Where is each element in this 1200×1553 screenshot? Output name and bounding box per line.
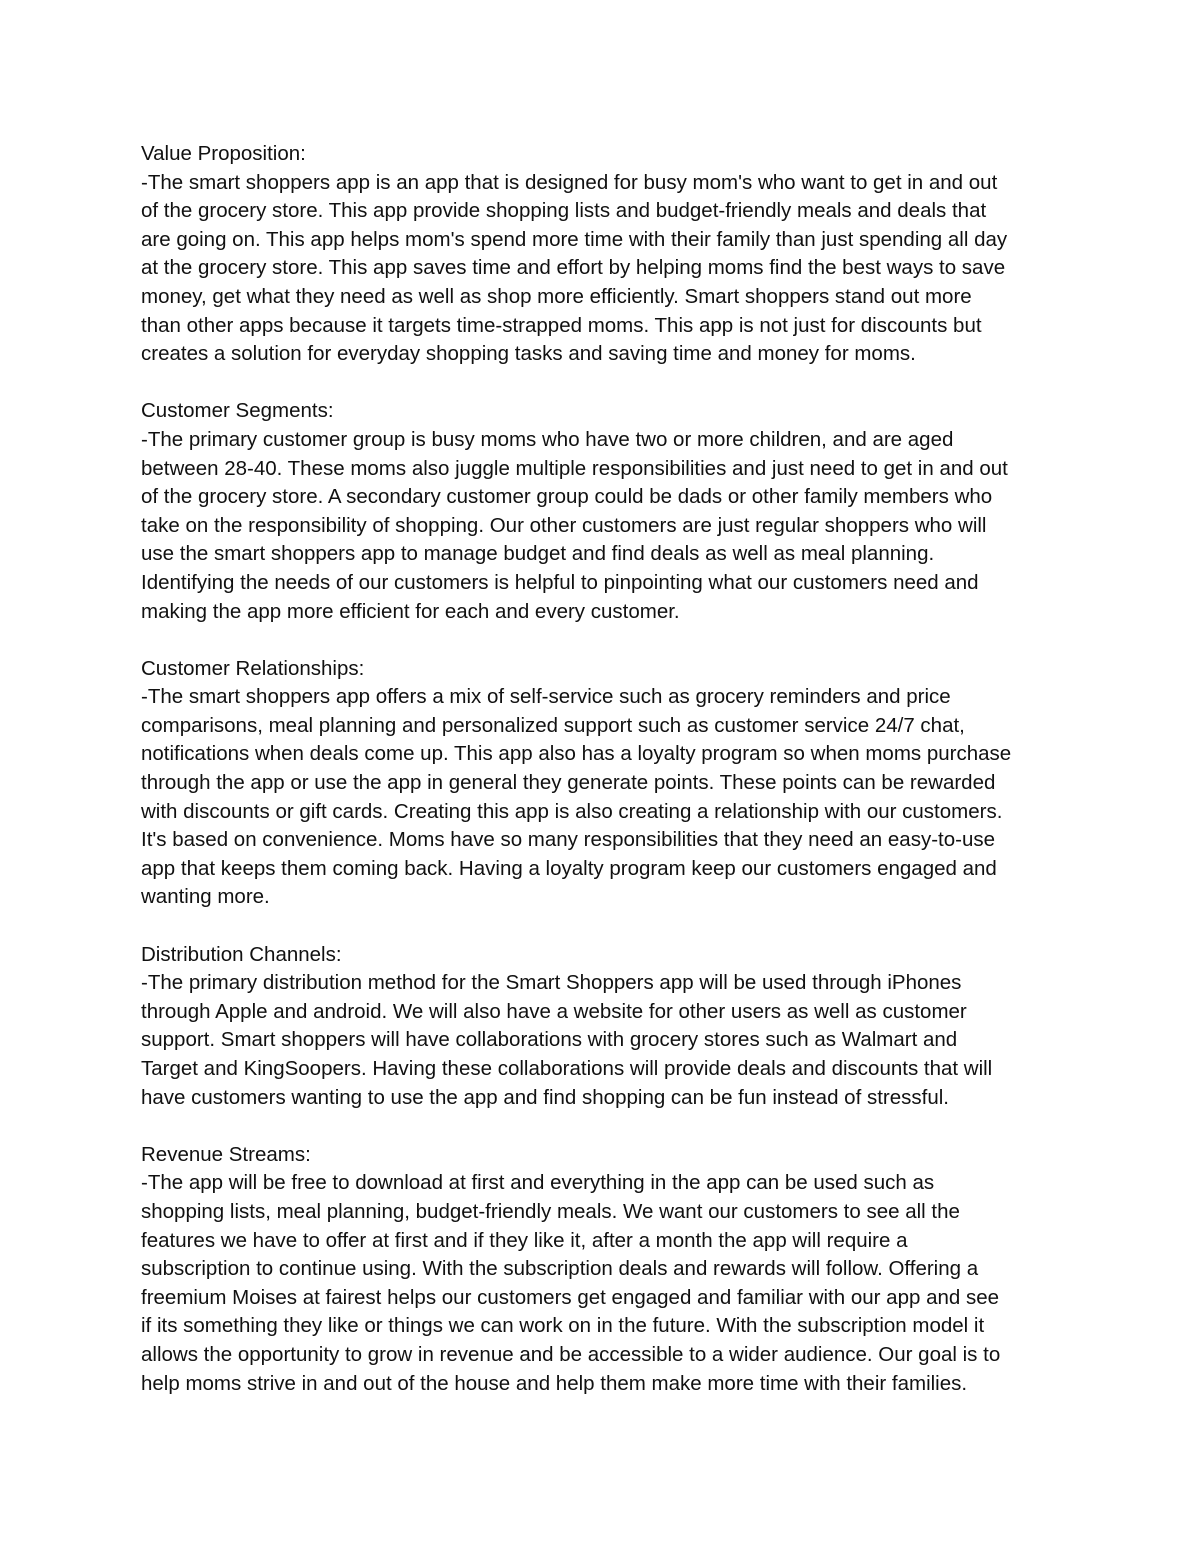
- text-line: between 28-40. These moms also juggle multiple responsibilities and just need to get in and out: [141, 456, 1008, 480]
- section-body: [141, 426, 1071, 626]
- text-line: with discounts or gift cards. Creating this app is also creating a relationship with our customers.: [141, 799, 1003, 823]
- section-body: [141, 969, 1071, 1112]
- text-line: -The app will be free to download at first and everything in the app can be used such as: [141, 1171, 935, 1195]
- section-heading: Revenue Streams:: [141, 1142, 311, 1166]
- document-section: [141, 397, 1071, 626]
- document-section: [141, 1141, 1071, 1398]
- text-line: creates a solution for everyday shopping tasks and saving time and money for moms.: [141, 342, 916, 366]
- text-line: -The smart shoppers app is an app that is designed for busy mom's who want to get in and out: [141, 170, 998, 194]
- document-section: [141, 941, 1071, 1113]
- text-line: It's based on convenience. Moms have so many responsibilities that they need an easy-to-use: [141, 828, 996, 852]
- document-content: [141, 140, 1071, 1427]
- text-line: of the grocery store. This app provide shopping lists and budget-friendly meals and deals that: [141, 199, 987, 223]
- text-line: if its something they like or things we can work on in the future. With the subscription model it: [141, 1314, 985, 1338]
- text-line: than other apps because it targets time-strapped moms. This app is not just for discounts but: [141, 313, 982, 337]
- text-line: allows the opportunity to grow in revenue and be accessible to a wider audience. Our goal is to: [141, 1342, 1001, 1366]
- text-line: support. Smart shoppers will have collaborations with grocery stores such as Walmart and: [141, 1028, 958, 1052]
- text-line: wanting more.: [141, 885, 270, 909]
- text-line: at the grocery store. This app saves time and effort by helping moms find the best ways to save: [141, 256, 1006, 280]
- text-line: Target and KingSoopers. Having these collaborations will provide deals and discounts that will: [141, 1057, 993, 1080]
- text-line: have customers wanting to use the app and find shopping can be fun instead of stressful.: [141, 1085, 949, 1109]
- text-line: app that keeps them coming back. Having a loyalty program keep our customers engaged and: [141, 856, 997, 880]
- text-line: comparisons, meal planning and personalized support such as customer service 24/7 chat,: [141, 713, 965, 737]
- text-line: money, get what they need as well as shop more efficiently. Smart shoppers stand out more: [141, 284, 972, 308]
- text-line: -The primary customer group is busy moms who have two or more children, and are aged: [141, 427, 954, 451]
- text-line: notifications when deals come up. This app also has a loyalty program so when moms purchase: [141, 742, 1012, 766]
- section-heading: Value Proposition:: [141, 142, 306, 165]
- text-line: -The primary distribution method for the Smart Shoppers app will be used through iPhones: [141, 971, 962, 995]
- text-line: use the smart shoppers app to manage budget and find deals as well as meal planning.: [141, 542, 935, 566]
- text-line: -The smart shoppers app offers a mix of self-service such as grocery reminders and price: [141, 685, 951, 709]
- text-line: are going on. This app helps mom's spend more time with their family than just spending all day: [141, 227, 1008, 251]
- section-body: [141, 1169, 1071, 1398]
- document-section: [141, 655, 1071, 912]
- text-line: take on the responsibility of shopping. Our other customers are just regular shoppers who will: [141, 513, 987, 537]
- text-line: of the grocery store. A secondary customer group could be dads or other family members who: [141, 485, 993, 509]
- section-body: [141, 683, 1071, 912]
- document-section: [141, 140, 1071, 369]
- text-line: shopping lists, meal planning, budget-friendly meals. We want our customers to see all the: [141, 1199, 960, 1223]
- text-line: making the app more efficient for each and every customer.: [141, 599, 680, 623]
- section-heading: Distribution Channels:: [141, 942, 342, 966]
- text-line: features we have to offer at first and if they like it, after a month the app will require a: [141, 1228, 908, 1252]
- section-body: [141, 169, 1071, 369]
- section-heading: Customer Segments:: [141, 399, 334, 423]
- section-heading: Customer Relationships:: [141, 656, 365, 680]
- text-line: through Apple and android. We will also have a website for other users as well as customer: [141, 999, 967, 1023]
- text-line: freemium Moises at fairest helps our customers get engaged and familiar with our app and see: [141, 1285, 1000, 1309]
- text-line: through the app or use the app in general they generate points. These points can be rewarded: [141, 771, 996, 795]
- text-line: Identifying the needs of our customers is helpful to pinpointing what our customers need and: [141, 570, 979, 594]
- text-line: subscription to continue using. With the subscription deals and rewards will follow. Offering a: [141, 1257, 979, 1281]
- text-line: help moms strive in and out of the house and help them make more time with their families.: [141, 1371, 968, 1395]
